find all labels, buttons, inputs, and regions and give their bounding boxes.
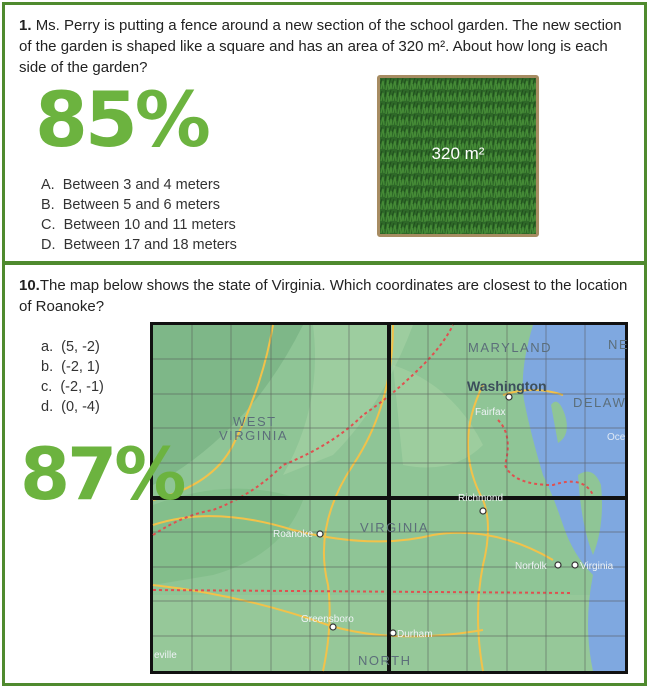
map-label-west: WEST [233, 414, 277, 429]
area-label: 320 m² [431, 144, 485, 163]
map-label-washington: Washington [467, 378, 547, 394]
choice-text: (5, -2) [61, 339, 100, 355]
choice-c[interactable] [41, 377, 104, 397]
choice-a[interactable] [41, 337, 104, 357]
map-label-roanoke: Roanoke [273, 529, 314, 540]
choice-letter: C. [41, 217, 56, 233]
question-1-panel [2, 2, 647, 264]
choice-text: (0, -4) [61, 399, 100, 415]
map-label-virginia-beach: Virginia [580, 561, 614, 572]
map-label-virginia: VIRGINIA [360, 520, 430, 535]
choice-text: Between 5 and 6 meters [62, 197, 220, 213]
choice-a[interactable] [41, 175, 237, 195]
map-label-fairfax: Fairfax [475, 407, 506, 418]
question-10-text [19, 275, 629, 317]
choice-letter: b. [41, 359, 54, 375]
question-1-text [19, 15, 629, 78]
question-1-prompt: Ms. Perry is putting a fence around a new section of the school garden. The new section of the garden is shaped like a square and has an area of 320 m². About how long is each side of the garden? [19, 17, 622, 76]
choice-letter: B. [41, 197, 55, 213]
choice-text: (-2, -1) [60, 379, 104, 395]
choice-letter: a. [41, 339, 54, 355]
map-label-ne: NE [608, 337, 630, 352]
virginia-map [150, 322, 628, 674]
question-1-choices [41, 175, 237, 255]
question-10-prompt: The map below shows the state of Virginia. Which coordinates are closest to the location of Roanoke? [19, 277, 628, 315]
map-label-richmond: Richmond [458, 493, 504, 504]
garden-square-image [377, 75, 539, 237]
choice-letter: A. [41, 177, 55, 193]
choice-b[interactable] [41, 195, 237, 215]
choice-letter: c. [41, 379, 53, 395]
map-label-delaware: DELAW [573, 395, 627, 410]
choice-text: (-2, 1) [61, 359, 100, 375]
choice-text: Between 3 and 4 meters [62, 177, 220, 193]
question-10-number: 10. [19, 277, 40, 294]
question-10-percent: 87% [20, 432, 184, 516]
choice-b[interactable] [41, 357, 104, 377]
map-label-greensboro: Greensboro [301, 614, 354, 625]
map-label-ocean: Oce [607, 432, 626, 443]
choice-letter: D. [41, 237, 56, 253]
map-label-eville: eville [154, 650, 177, 661]
choice-c[interactable] [41, 215, 237, 235]
question-10-choices [41, 337, 104, 417]
choice-letter: d. [41, 399, 54, 415]
question-1-number: 1. [19, 17, 32, 34]
map-label-virginia-wv: VIRGINIA [219, 428, 289, 443]
map-label-maryland: MARYLAND [468, 340, 553, 355]
choice-d[interactable] [41, 397, 104, 417]
map-label-durham: Durham [397, 629, 433, 640]
map-label-north: NORTH [358, 653, 412, 668]
choice-text: Between 10 and 11 meters [63, 217, 236, 233]
question-1-percent: 85% [35, 75, 208, 164]
map-label-norfolk: Norfolk [515, 561, 547, 572]
choice-text: Between 17 and 18 meters [63, 237, 237, 253]
choice-d[interactable] [41, 235, 237, 255]
